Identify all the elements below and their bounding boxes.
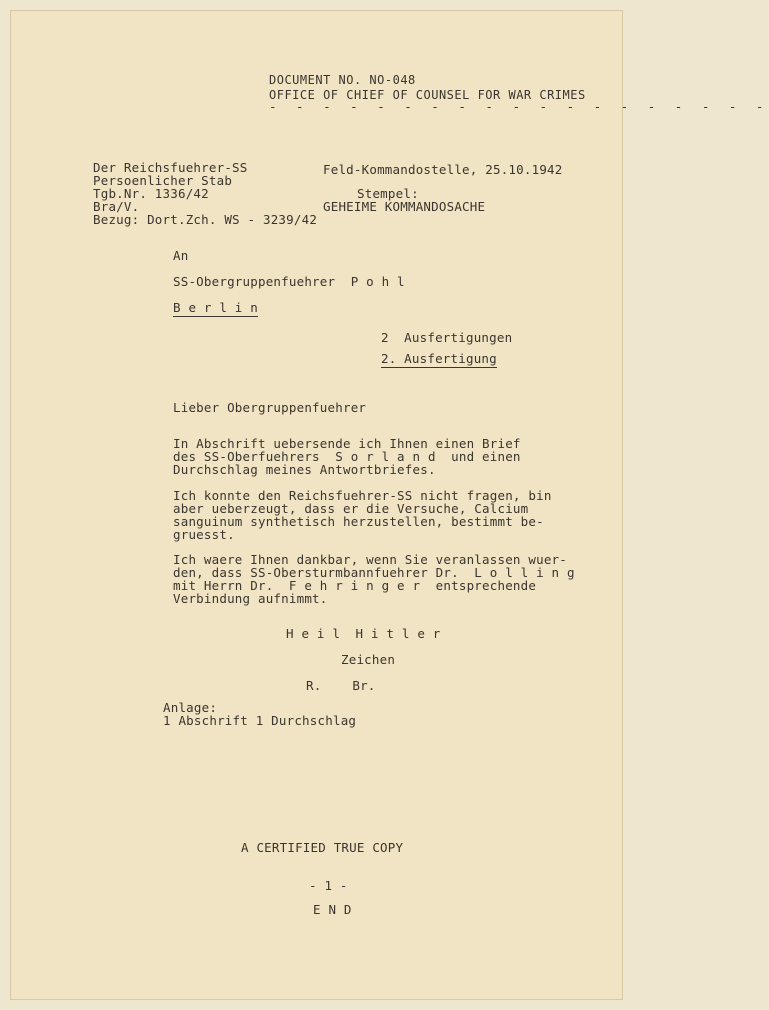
- header-dash-rule: - - - - - - - - - - - - - - - - - - -: [269, 99, 769, 114]
- document-number: DOCUMENT NO. NO-048: [269, 73, 416, 87]
- recipient-city-text: B e r l i n: [173, 300, 258, 315]
- enclosure-text: 1 Abschrift 1 Durchschlag: [163, 713, 357, 728]
- paragraph-2-line-1: Ich konnte den Reichsfuehrer-SS nicht fragen, bin: [173, 488, 552, 503]
- paragraph-3-line-3: mit Herrn Dr. F e h r i n g e r entsprechende: [173, 578, 537, 593]
- salutation: Lieber Obergruppenfuehrer: [173, 400, 367, 415]
- paragraph-2-line-3: sanguinum synthetisch herzustellen, bestimmt be-: [173, 514, 544, 529]
- copy-number-text: 2. Ausfertigung: [381, 351, 497, 366]
- recipient-city: [173, 301, 258, 315]
- stamp-label: Stempel:: [357, 186, 419, 201]
- paragraph-3-line-2: den, dass SS-Obersturmbannfuehrer Dr. L o l l i n g: [173, 565, 575, 580]
- end-marker: E N D: [313, 902, 352, 917]
- copies-count: 2 Ausfertigungen: [381, 330, 513, 345]
- sender-line-4: Bra/V.: [93, 199, 140, 214]
- sender-line-3: Tgb.Nr. 1336/42: [93, 186, 209, 201]
- page-number: - 1 -: [309, 878, 348, 893]
- recipient-an: An: [173, 248, 189, 263]
- document-page: [10, 10, 769, 1000]
- sender-line-1: Der Reichsfuehrer-SS: [93, 160, 248, 175]
- paragraph-3-line-4: Verbindung aufnimmt.: [173, 591, 328, 606]
- closing-initials: R. Br.: [306, 678, 376, 693]
- paragraph-1-line-1: In Abschrift uebersende ich Ihnen einen Brief: [173, 436, 521, 451]
- sender-line-2: Persoenlicher Stab: [93, 173, 233, 188]
- closing-greeting: H e i l H i t l e r: [286, 626, 441, 641]
- sender-reference: Bezug: Dort.Zch. WS - 3239/42: [93, 212, 318, 227]
- closing-signed: Zeichen: [341, 652, 396, 667]
- enclosure-label: Anlage:: [163, 700, 218, 715]
- place-date: Feld-Kommandostelle, 25.10.1942: [323, 162, 563, 177]
- stamp-text: GEHEIME KOMMANDOSACHE: [323, 199, 486, 214]
- paragraph-2-line-4: gruesst.: [173, 527, 235, 542]
- paragraph-1-line-3: Durchschlag meines Antwortbriefes.: [173, 462, 436, 477]
- paragraph-3-line-1: Ich waere Ihnen dankbar, wenn Sie veranlassen wuer-: [173, 552, 568, 567]
- office-title: OFFICE OF CHIEF OF COUNSEL FOR WAR CRIMES: [269, 88, 586, 102]
- paragraph-1-line-2: des SS-Oberfuehrers S o r l a n d und einen: [173, 449, 521, 464]
- recipient-name: SS-Obergruppenfuehrer P o h l: [173, 274, 405, 289]
- certified-copy: A CERTIFIED TRUE COPY: [241, 840, 404, 855]
- copy-number: [381, 352, 497, 366]
- paragraph-2-line-2: aber ueberzeugt, dass er die Versuche, Calcium: [173, 501, 529, 516]
